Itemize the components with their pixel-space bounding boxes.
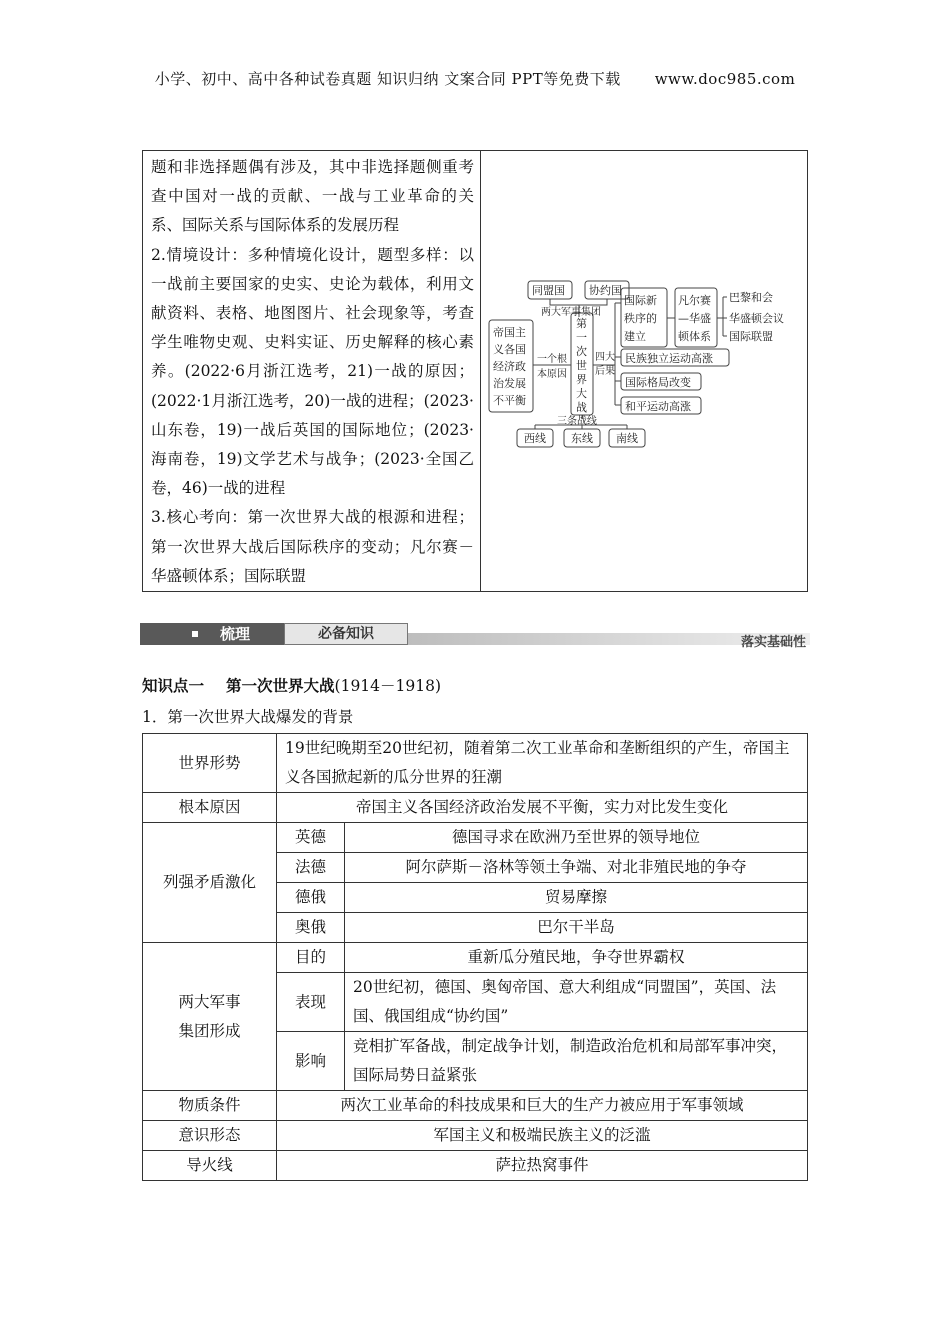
- bloc-text: 重新瓜分殖民地，争夺世界霸权: [345, 943, 808, 973]
- result3-label: 国际格局改变: [625, 376, 691, 389]
- row-content: 19世纪晚期至20世纪初，随着第二次工业革命和垄断组织的产生，帝国主义各国掀起新的瓜分世界的狂潮: [277, 734, 808, 793]
- center-7: 战: [576, 401, 587, 414]
- row-content: 两次工业革命的科技成果和巨大的生产力被应用于军事领域: [277, 1091, 808, 1121]
- new-order-1: 国际新: [624, 294, 657, 307]
- concept-diagram-svg: [487, 273, 805, 461]
- banner-left-label: 梳理: [220, 625, 251, 643]
- vw-2: —华盛: [678, 312, 711, 325]
- root-line-1: 帝国主: [493, 326, 526, 339]
- bullet-square-icon: [192, 631, 198, 637]
- root-line-5: 不平衡: [493, 394, 526, 407]
- one-cause-2: 本原因: [537, 369, 567, 380]
- conflict-pair: 德俄: [277, 883, 345, 913]
- vw-1: 凡尔赛: [678, 294, 711, 307]
- row-content: 帝国主义各国经济政治发展不平衡，实力对比发生变化: [277, 793, 808, 823]
- center-5: 界: [576, 373, 587, 386]
- three-fronts-label: 三条战线: [557, 416, 597, 427]
- washington-conference: 华盛顿会议: [729, 312, 784, 325]
- one-cause-1: 一个根: [537, 354, 567, 365]
- header-url[interactable]: www.doc985.com: [654, 70, 796, 88]
- header-text: 小学、初中、高中各种试卷真题 知识归纳 文案合同 PPT等免费下载: [154, 70, 621, 88]
- vw-3: 顿体系: [678, 330, 711, 343]
- row-label: 意识形态: [143, 1121, 277, 1151]
- kp-dates: (1914－1918): [334, 677, 442, 695]
- new-order-3: 建立: [624, 330, 646, 343]
- section-banner: [140, 623, 810, 649]
- row-label: 根本原因: [143, 793, 277, 823]
- kp-number: 知识点一: [142, 677, 205, 695]
- conflict-pair: 法德: [277, 853, 345, 883]
- conflict-pair: 奥俄: [277, 913, 345, 943]
- bloc-key: 表现: [277, 973, 345, 1032]
- two-blocs-label: 两大军事集团: [541, 307, 601, 318]
- bloc-label-2: 集团形成: [178, 1021, 241, 1040]
- league-of-nations: 国际联盟: [729, 330, 773, 343]
- bloc-text: 20世纪初，德国、奥匈帝国、意大利组成“同盟国”，英国、法国、俄国组成“协约国”: [345, 973, 808, 1032]
- table-row: [143, 1121, 808, 1151]
- intro-paragraph-1: 题和非选择题偶有涉及，其中非选择题侧重考查中国对一战的贡献、一战与工业革命的关系、国际关系与国际体系的发展历程: [151, 158, 474, 235]
- row-content: 军国主义和极端民族主义的泛滥: [277, 1121, 808, 1151]
- alliance2-label: 协约国: [589, 284, 622, 297]
- row-content: 萨拉热窝事件: [277, 1151, 808, 1181]
- conflict-text: 巴尔干半岛: [345, 913, 808, 943]
- table-row: [143, 943, 808, 973]
- center-3: 次: [576, 345, 587, 358]
- root-line-2: 义各国: [493, 343, 526, 356]
- conflict-text: 德国寻求在欧洲乃至世界的领导地位: [345, 823, 808, 853]
- vw-lines: [717, 297, 727, 336]
- exam-analysis-text: [151, 153, 474, 591]
- row-label: 世界形势: [143, 734, 277, 793]
- intro-paragraph-3: 3.核心考向：第一次世界大战的根源和进程；第一次世界大战后国际秩序的变动；凡尔赛－华盛顿体系；国际联盟: [151, 508, 474, 585]
- center-4: 世: [576, 359, 587, 372]
- root-line-4: 治发展: [493, 377, 526, 390]
- table-row: [143, 1151, 808, 1181]
- table-row: [143, 793, 808, 823]
- column-divider: [480, 151, 481, 591]
- background-table: [142, 733, 808, 1181]
- bloc-key: 影响: [277, 1032, 345, 1091]
- row-label: 物质条件: [143, 1091, 277, 1121]
- banner-right-label: 落实基础性: [740, 635, 806, 650]
- four-results-2: 后果: [595, 366, 615, 377]
- row-label: 导火线: [143, 1151, 277, 1181]
- conflict-pair: 英德: [277, 823, 345, 853]
- knowledge-point-title: [142, 674, 441, 696]
- paris-conference: 巴黎和会: [729, 291, 773, 304]
- kp-topic: 第一次世界大战: [226, 677, 335, 695]
- four-results-1: 四大: [595, 352, 615, 363]
- center-6: 大: [576, 387, 587, 400]
- alliance1-label: 同盟国: [532, 284, 565, 297]
- east-front: 东线: [571, 432, 593, 445]
- bloc-label-1: 两大军事: [178, 992, 241, 1011]
- conflict-text: 阿尔萨斯－洛林等领土争端、对北非殖民地的争夺: [345, 853, 808, 883]
- table-row: [143, 1091, 808, 1121]
- result4-label: 和平运动高涨: [625, 400, 691, 413]
- table-row: [143, 734, 808, 793]
- banner-dark-tab: [140, 623, 284, 645]
- page-header: [0, 68, 950, 89]
- new-order-2: 秩序的: [624, 312, 657, 325]
- bloc-text: 竞相扩军备战，制定战争计划，制造政治危机和局部军事冲突，国际局势日益紧张: [345, 1032, 808, 1091]
- ww1-concept-diagram: [487, 273, 805, 461]
- root-line-3: 经济政: [493, 360, 526, 373]
- banner-middle-label: 必备知识: [284, 623, 408, 645]
- center-2: 一: [576, 331, 587, 344]
- bloc-key: 目的: [277, 943, 345, 973]
- conflict-text: 贸易摩擦: [345, 883, 808, 913]
- row-label: [143, 943, 277, 1091]
- row-label: 列强矛盾激化: [143, 823, 277, 943]
- result2-label: 民族独立运动高涨: [625, 352, 713, 365]
- west-front: 西线: [524, 432, 546, 445]
- exam-analysis-box: [142, 150, 808, 592]
- center-1: 第: [576, 317, 587, 330]
- intro-paragraph-2: 2.情境设计：多种情境化设计，题型多样：以一战前主要国家的史实、史论为载体，利用文献资料、表格、地图图片、社会现象等，考查学生唯物史观、史料实证、历史解释的核心素养。(2022·6月浙江选考，21)一战的原因；(2022·1月浙江选考，20)一战的进程；(2023·山东卷，19)一战后英国的国际地位；(2023·海南卷，19)文学艺术与战争；(2023·全国乙卷，46)一战的进程: [151, 245, 474, 498]
- sub-heading: 1．第一次世界大战爆发的背景: [142, 708, 354, 726]
- table-row: [143, 823, 808, 853]
- south-front: 南线: [616, 432, 638, 445]
